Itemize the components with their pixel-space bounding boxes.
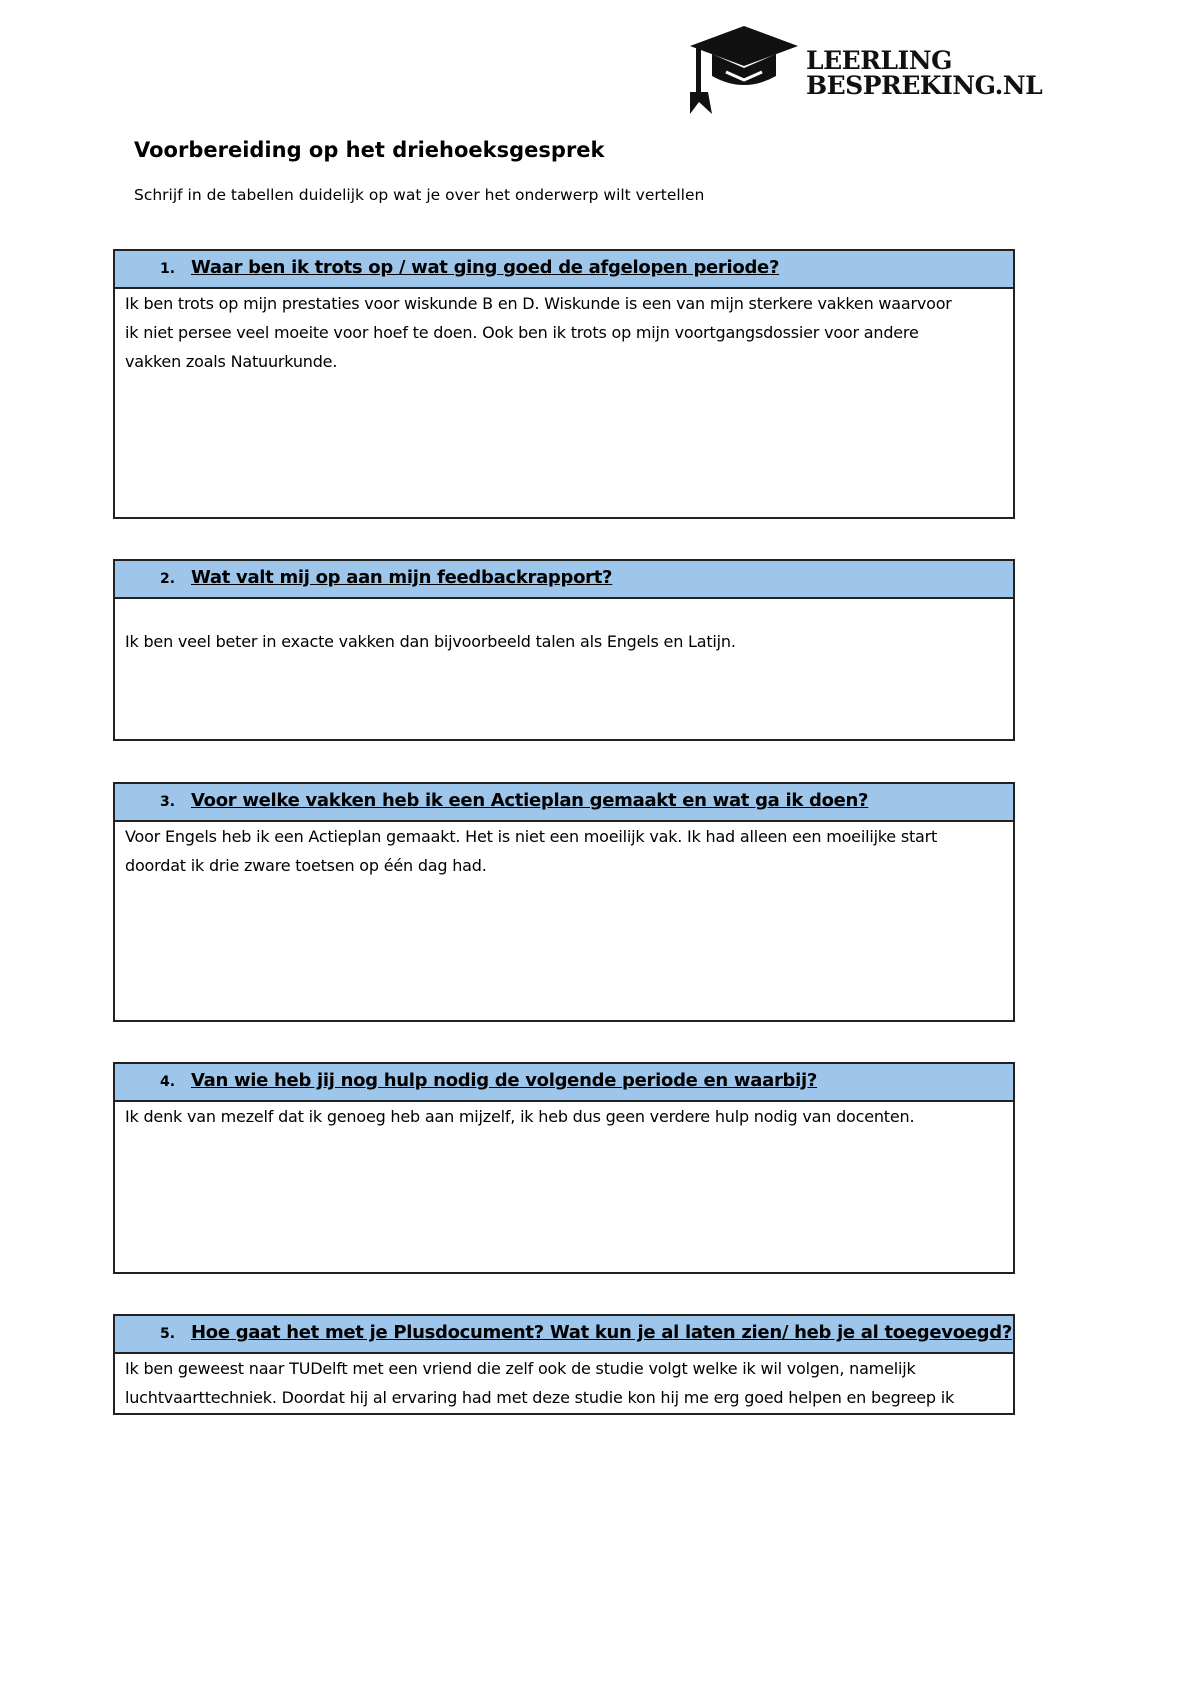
answer-line: Ik ben geweest naar TUDelft met een vriend die zelf ook de studie volgt welke ik wil volgen, namelijk	[125, 1359, 916, 1378]
answer-line: Voor Engels heb ik een Actieplan gemaakt. Het is niet een moeilijk vak. Ik had alleen een moeilijke start	[125, 827, 938, 846]
answer-line: luchtvaarttechniek. Doordat hij al ervaring had met deze studie kon hij me erg goed helpen en begreep ik	[125, 1388, 955, 1407]
logo-line-2: BESPREKING.NL	[806, 71, 1043, 100]
page-subtitle: Schrijf in de tabellen duidelijk op wat je over het onderwerp wilt vertellen	[134, 186, 705, 204]
logo-line-1: LEERLING	[806, 46, 952, 75]
question-label: Voor welke vakken heb ik een Actieplan gemaakt en wat ga ik doen?	[191, 790, 869, 811]
question-box-2	[113, 559, 1015, 741]
graduation-cap-icon	[688, 24, 800, 116]
question-number: 5.	[160, 1326, 176, 1342]
question-label: Wat valt mij op aan mijn feedbackrapport?	[191, 567, 613, 588]
question-header	[115, 1064, 1013, 1102]
answer-line: Ik denk van mezelf dat ik genoeg heb aan mijzelf, ik heb dus geen verdere hulp nodig van docenten.	[125, 1107, 915, 1126]
answer-line: ik niet persee veel moeite voor hoef te doen. Ook ben ik trots op mijn voortgangsdossier voor andere	[125, 323, 919, 342]
answer-line: Ik ben veel beter in exacte vakken dan bijvoorbeeld talen als Engels en Latijn.	[125, 632, 736, 651]
answer-text[interactable]	[115, 822, 1013, 880]
question-header	[115, 251, 1013, 289]
question-label: Hoe gaat het met je Plusdocument? Wat kun je al laten zien/ heb je al toegevoegd?	[191, 1322, 1012, 1343]
answer-line: Ik ben trots op mijn prestaties voor wiskunde B en D. Wiskunde is een van mijn sterkere vakken waarvoor	[125, 294, 952, 313]
question-number: 1.	[160, 261, 176, 277]
question-header	[115, 1316, 1013, 1354]
question-box-1	[113, 249, 1015, 519]
question-label: Van wie heb jij nog hulp nodig de volgende periode en waarbij?	[191, 1070, 817, 1091]
question-header	[115, 784, 1013, 822]
logo	[688, 24, 1043, 116]
question-header	[115, 561, 1013, 599]
answer-text[interactable]	[115, 289, 1013, 376]
answer-line: doordat ik drie zware toetsen op één dag had.	[125, 856, 487, 875]
answer-text[interactable]	[115, 1354, 1013, 1412]
question-box-3	[113, 782, 1015, 1022]
page-title: Voorbereiding op het driehoeksgesprek	[134, 138, 605, 162]
question-box-4	[113, 1062, 1015, 1274]
question-number: 2.	[160, 571, 176, 587]
answer-text[interactable]	[115, 1102, 1013, 1131]
logo-text	[806, 48, 1042, 98]
question-label: Waar ben ik trots op / wat ging goed de afgelopen periode?	[191, 257, 780, 278]
question-box-5	[113, 1314, 1015, 1415]
question-number: 4.	[160, 1074, 176, 1090]
answer-line: vakken zoals Natuurkunde.	[125, 352, 338, 371]
answer-text[interactable]	[115, 599, 1013, 656]
question-number: 3.	[160, 794, 176, 810]
